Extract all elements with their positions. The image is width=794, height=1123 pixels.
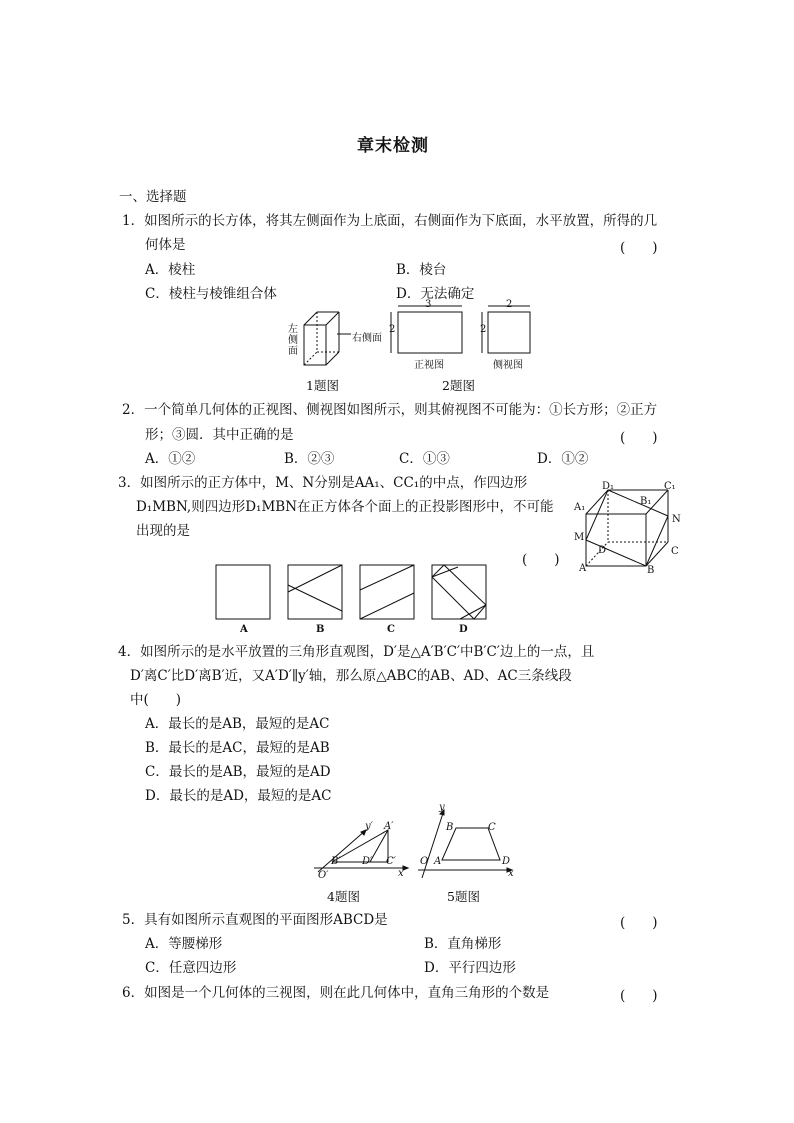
cube-label-c1: C₁	[664, 481, 676, 492]
fig1-caption: 1题图	[306, 378, 339, 393]
fig2-caption: 2题图	[442, 378, 475, 393]
fig4-label-b: B′	[331, 856, 341, 867]
cube-label-m: M	[574, 532, 585, 543]
q3-line3: 出现的是	[136, 523, 190, 539]
fig2-side-height: 2	[480, 324, 487, 335]
q1-option-a: A．棱柱	[145, 262, 196, 278]
cube-label-c: C	[671, 546, 679, 557]
fig5-label-c: C	[488, 822, 496, 833]
q2-option-d: D．①②	[537, 451, 589, 467]
fig4-label-x: x′	[398, 868, 406, 879]
figure-2-views	[386, 302, 536, 362]
q5-option-c: C．任意四边形	[145, 960, 237, 976]
fig5-caption: 5题图	[447, 889, 480, 904]
q6-answer-paren: ( )	[620, 988, 658, 1004]
q4-option-c: C．最长的是AB，最短的是AD	[145, 764, 331, 780]
cube-label-a1: A₁	[574, 502, 586, 513]
fig4-caption: 4题图	[327, 889, 360, 904]
q2-option-b: B．②③	[284, 451, 335, 467]
q3-option-figures	[214, 563, 494, 623]
q3-option-label-a: A	[240, 624, 248, 635]
q3-figure-c	[360, 565, 414, 619]
q5-answer-paren: ( )	[620, 915, 658, 931]
fig1-left-face-label: 左侧面	[288, 324, 298, 357]
q1-option-c: C．棱柱与棱锥组合体	[145, 286, 277, 302]
q2-answer-paren: ( )	[620, 430, 658, 446]
page-title: 章末检测	[357, 136, 429, 156]
q1-line1: 1．如图所示的长方体，将其左侧面作为上底面，右侧面作为下底面，水平放置，所得的几	[122, 213, 658, 229]
fig1-right-face-label: 右侧面	[352, 333, 382, 344]
q3-option-label-c: C	[387, 624, 395, 635]
section-heading: 一、选择题	[119, 189, 187, 205]
q3-answer-paren: ( )	[522, 552, 560, 568]
q3-figure-d	[432, 565, 486, 619]
q4-line1: 4．如图所示的是水平放置的三角形直观图，D′是△A′B′C′中B′C′边上的一点，且	[118, 644, 595, 660]
fig2-front-height: 2	[389, 324, 396, 335]
fig5-label-b: B	[446, 822, 454, 833]
q2-line2: 形；③圆．其中正确的是	[145, 427, 294, 443]
cube-label-d1: D₁	[602, 481, 615, 492]
q5-option-a: A．等腰梯形	[145, 936, 223, 952]
q4-line3: 中( )	[130, 692, 182, 708]
q3-option-label-d: D	[459, 624, 468, 635]
figure-3-cube	[570, 478, 690, 580]
figure-5-trapezoid	[414, 804, 518, 880]
q1-option-b: B．棱台	[396, 262, 447, 278]
q5-option-d: D．平行四边形	[424, 960, 516, 976]
q6-line1: 6．如图是一个几何体的三视图，则在此几何体中，直角三角形的个数是	[122, 985, 550, 1001]
q3-figure-a	[216, 565, 270, 619]
cube-label-n: N	[672, 514, 681, 525]
q2-option-a: A．①②	[145, 451, 196, 467]
q5-option-b: B．直角梯形	[424, 936, 502, 952]
q4-option-a: A．最长的是AB，最短的是AC	[145, 716, 330, 732]
fig5-label-d: D	[502, 856, 511, 867]
q2-line1: 2．一个简单几何体的正视图、侧视图如图所示，则其俯视图不可能为：①长方形；②正方	[122, 402, 658, 418]
q3-option-label-b: B	[316, 624, 325, 635]
fig2-front-label: 正视图	[414, 360, 444, 371]
q4-line2: D′离C′比D′离B′近，又A′D′∥y′轴，那么原△ABC的AB、AD、AC三条线段	[130, 668, 572, 684]
cube-label-b1: B₁	[640, 496, 652, 507]
q3-line1: 3．如图所示的正方体中，M、N分别是AA₁、CC₁的中点，作四边形	[118, 475, 528, 491]
fig4-label-o: O′	[318, 870, 329, 881]
fig2-side-label: 侧视图	[493, 360, 523, 371]
fig4-label-c: C′	[386, 856, 396, 867]
fig4-label-a: A′	[384, 821, 394, 832]
q3-line2: D₁MBN,则四边形D₁MBN在正方体各个面上的正投影图形中，不可能	[136, 499, 554, 515]
fig2-front-width: 3	[425, 299, 432, 310]
fig5-label-x: x	[508, 868, 514, 879]
q2-option-c: C．①③	[399, 451, 450, 467]
cube-label-a: A	[579, 563, 587, 574]
q1-answer-paren: ( )	[620, 240, 658, 256]
fig5-label-y: y	[439, 802, 445, 813]
front-view-rect	[398, 312, 462, 353]
fig2-side-width: 2	[506, 299, 513, 310]
fig4-label-d: D′	[362, 856, 373, 867]
q4-option-d: D．最长的是AD，最短的是AC	[145, 788, 332, 804]
q1-option-d: D．无法确定	[396, 286, 475, 302]
cube-label-d: D	[598, 545, 607, 556]
q4-option-b: B．最长的是AC，最短的是AB	[145, 740, 330, 756]
side-view-rect	[488, 312, 530, 353]
q3-figure-b	[288, 565, 342, 619]
fig4-label-y: y′	[365, 821, 373, 832]
fig5-label-a: A	[434, 856, 442, 867]
q5-line1: 5．具有如图所示直观图的平面图形ABCD是	[122, 912, 388, 928]
fig5-label-o: O	[420, 856, 429, 867]
cube-label-b: B	[647, 565, 655, 576]
q1-line2: 何体是	[145, 237, 186, 253]
